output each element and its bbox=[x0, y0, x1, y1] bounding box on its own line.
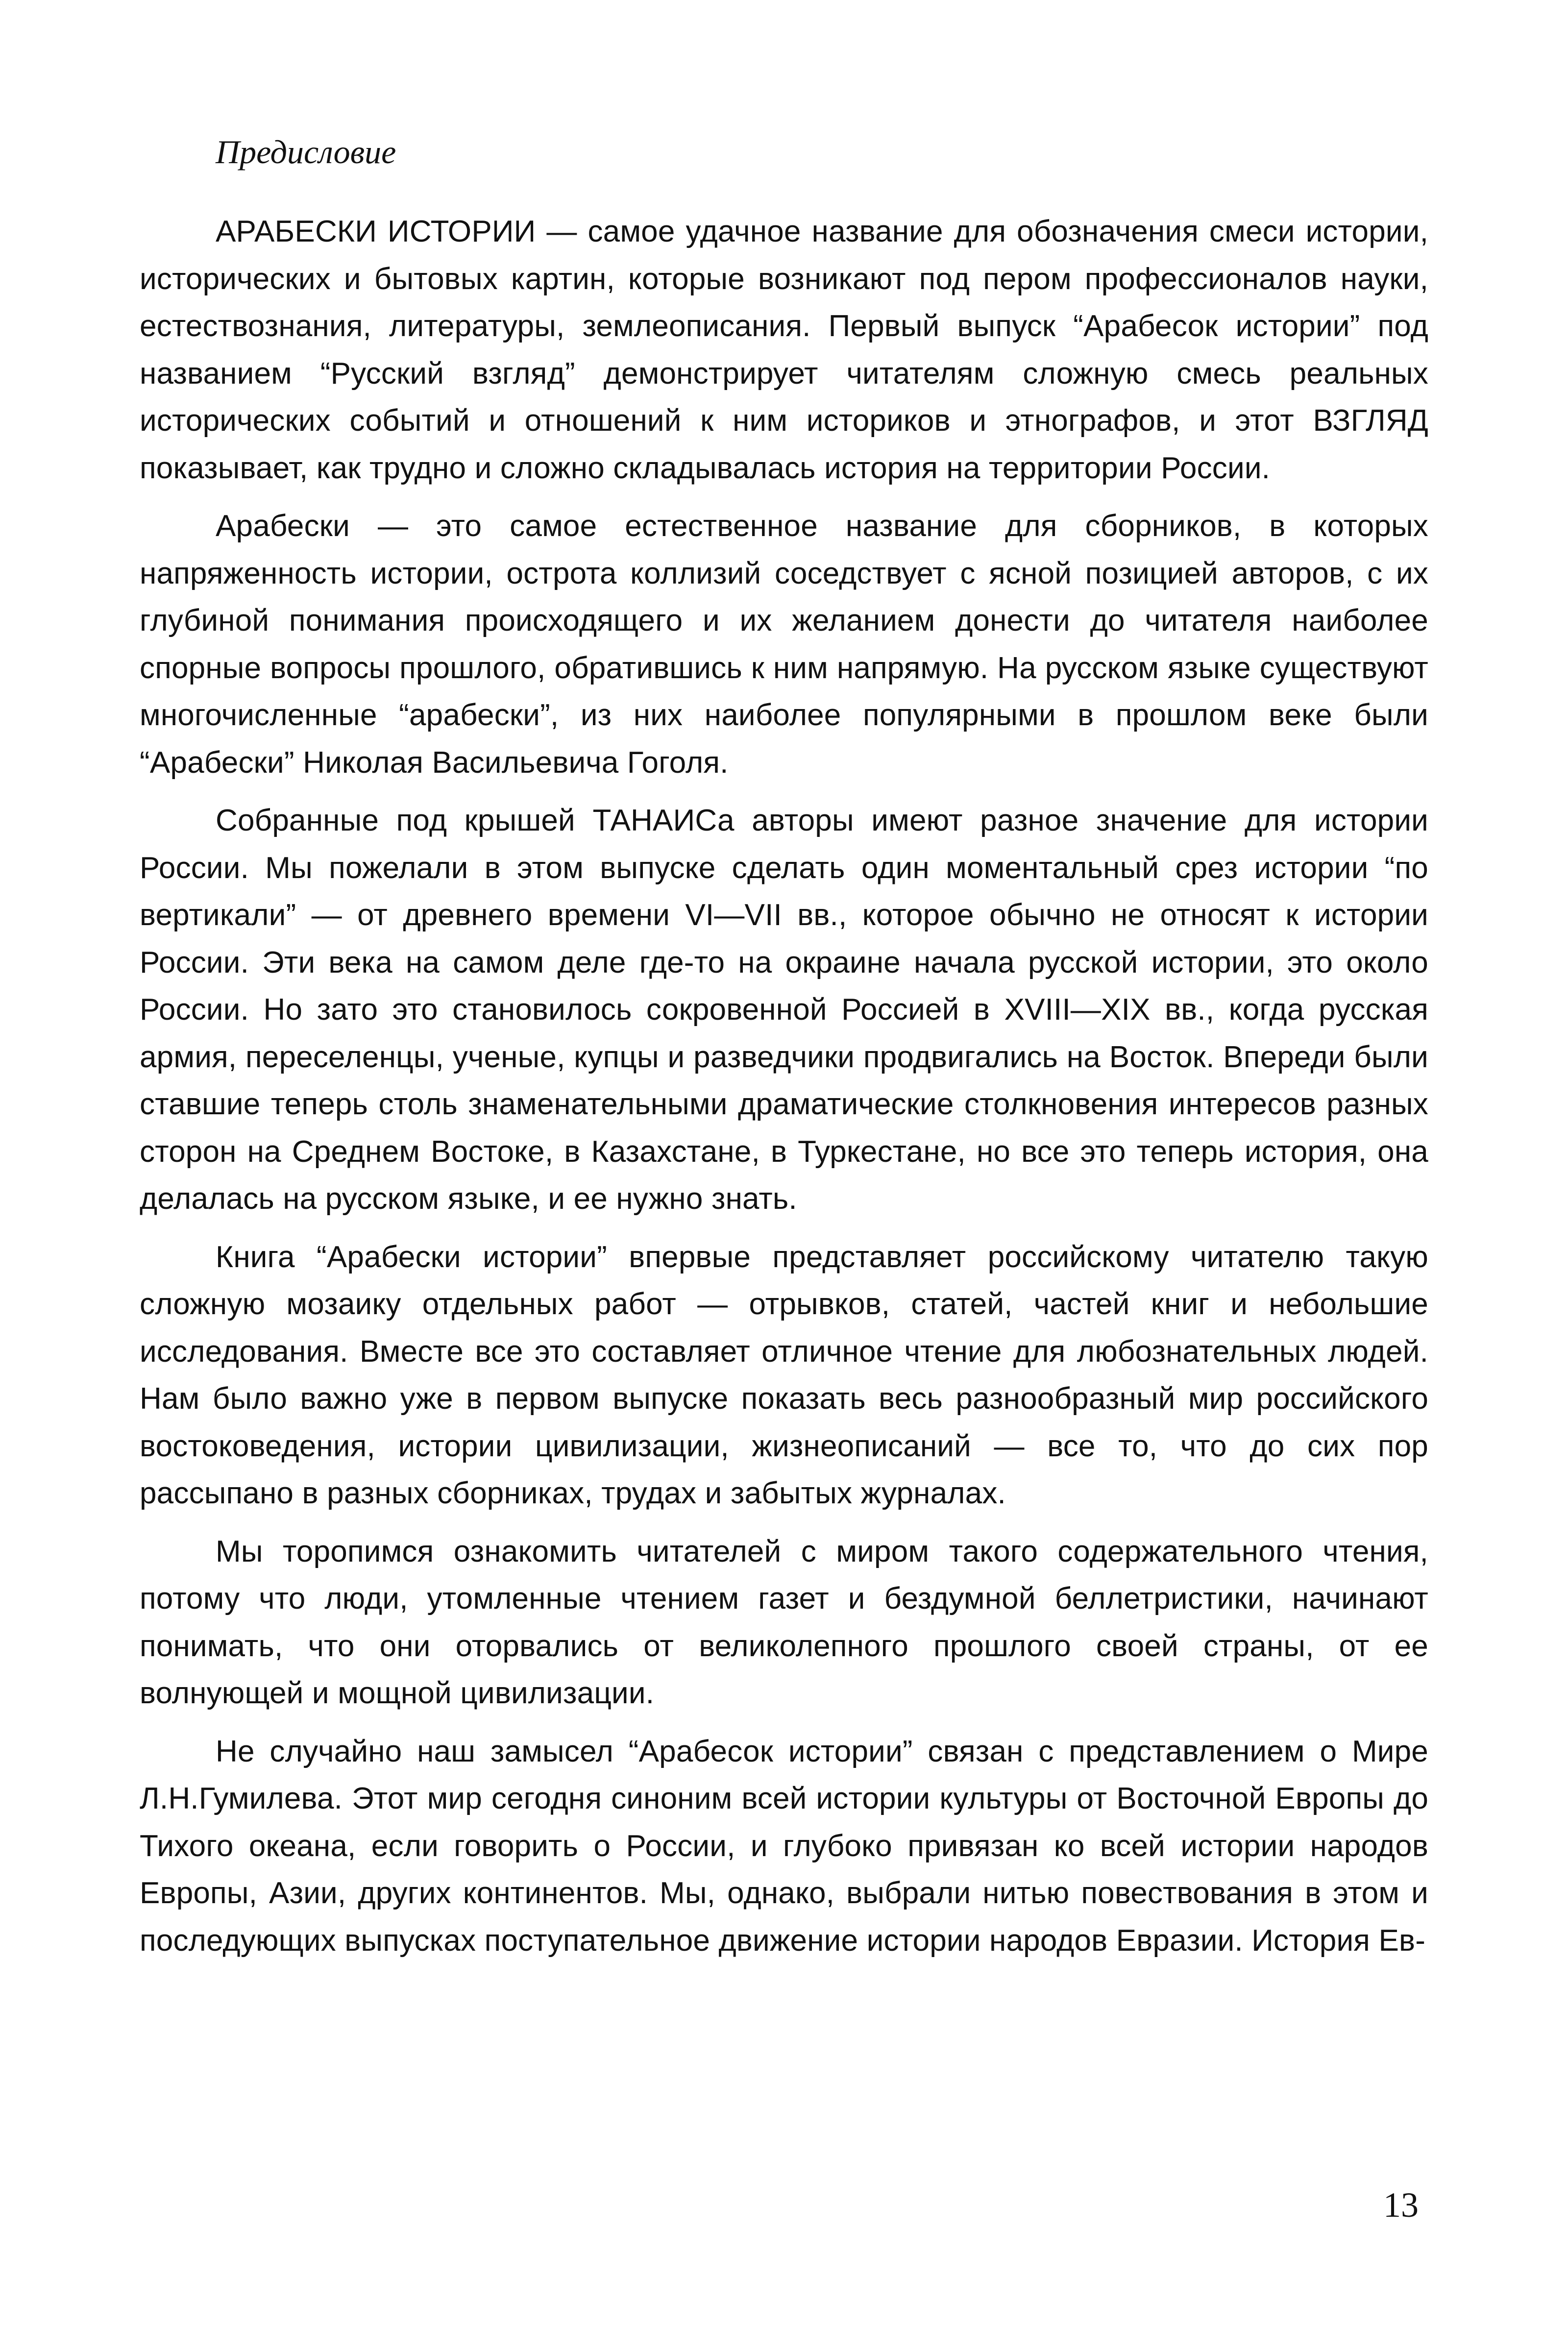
running-head: Предисловие bbox=[216, 133, 396, 171]
paragraph-1: АРАБЕСКИ ИСТОРИИ — самое удачное название для обозначения смеси истории, исторических и бытовых картин, которые возникают под пером профессионалов науки, естествознания, литературы, землеописания. Первый выпуск “Арабесок истории” под названием “Русский взгляд” демонстрирует читателям сложную смесь реальных исторических событий и отношений к ним историков и этнографов, и этот ВЗГЛЯД показывает, как трудно и сложно складывалась история на территории России. bbox=[140, 215, 1428, 485]
page-number: 13 bbox=[1383, 2185, 1419, 2225]
paragraph-4: Книга “Арабески истории” впервые представляет российскому читателю такую сложную мозаику отдельных работ — отрывков, статей, частей книг и небольшие исследования. Вместе все это составляет отличное чтение для любознательных людей. Нам было важно уже в первом выпуске показать весь разнообразный мир российского востоковедения, истории цивилизации, жизнеописаний — все то, что до сих пор рассыпано в разных сборниках, трудах и забытых журналах. bbox=[140, 1240, 1428, 1510]
body-text bbox=[140, 208, 1428, 1964]
paragraph-3: Собранные под крышей ТАНАИСа авторы имеют разное значение для истории России. Мы пожелали в этом выпуске сделать один моментальный срез истории “по вертикали” — от древнего времени VI—VII вв., которое обычно не относят к истории России. Эти века на самом деле где-то на окраине начала русской истории, это около России. Но зато это становилось сокровенной Россией в XVIII—XIX вв., когда русская армия, переселенцы, ученые, купцы и разведчики продвигались на Восток. Впереди были ставшие теперь столь знаменательными драматические столкновения интересов разных сторон на Среднем Востоке, в Казахстане, в Туркестане, но все это теперь история, она делалась на русском языке, и ее нужно знать. bbox=[140, 804, 1428, 1216]
paragraph-2: Арабески — это самое естественное название для сборников, в которых напряженность истории, острота коллизий соседствует с ясной позицией авторов, с их глубиной понимания происходящего и их желанием донести до читателя наиболее спорные вопросы прошлого, обратившись к ним напрямую. На русском языке существуют многочисленные “арабески”, из них наиболее популярными в прошлом веке были “Арабески” Николая Васильевича Гоголя. bbox=[140, 509, 1428, 780]
paragraph-6: Не случайно наш замысел “Арабесок истории” связан с представлением о Мире Л.Н.Гумилева. Этот мир сегодня синоним всей истории культуры от Восточной Европы до Тихого океана, если говорить о России, и глубоко привязан ко всей истории народов Европы, Азии, других континентов. Мы, однако, выбрали нитью повествования в этом и последующих выпусках поступательное движение истории народов Евразии. История Ев- bbox=[140, 1734, 1428, 1958]
paragraph-5: Мы торопимся ознакомить читателей с миром такого содержательного чтения, потому что люди, утомленные чтением газет и бездумной беллетристики, начинают понимать, что они оторвались от великолепного прошлого своей страны, от ее волнующей и мощной цивилизации. bbox=[140, 1534, 1428, 1710]
